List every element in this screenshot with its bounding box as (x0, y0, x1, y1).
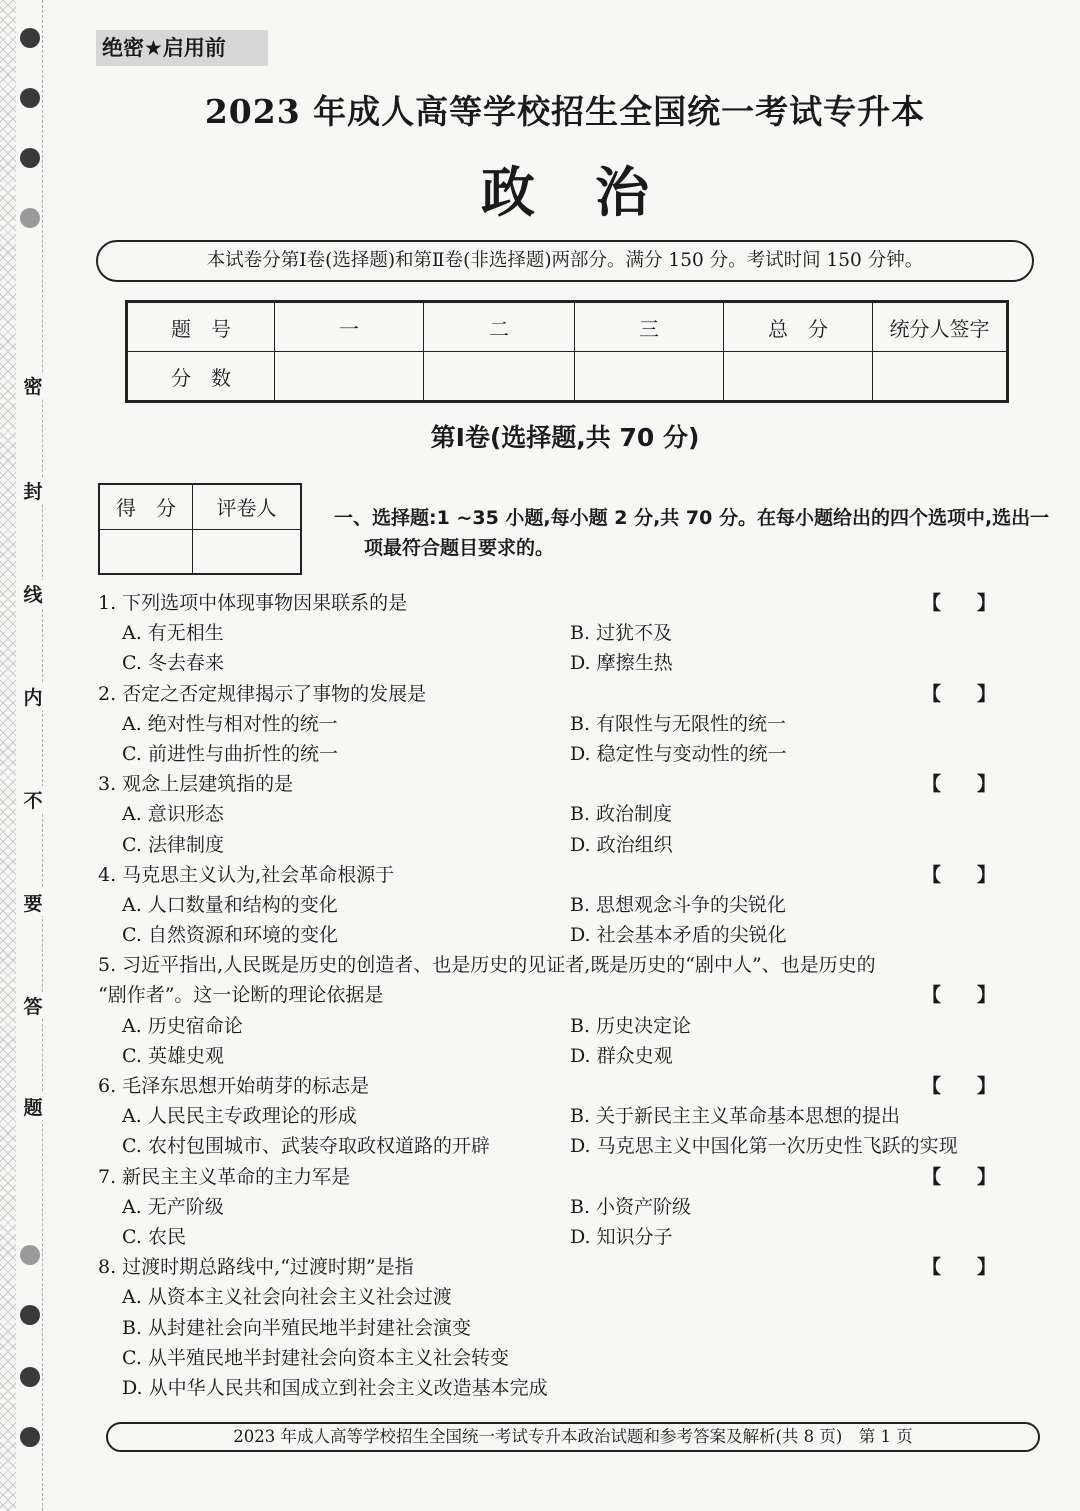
question-item (96, 950, 1046, 1071)
question-item (96, 588, 1046, 679)
option-a: A. 无产阶级 (122, 1195, 224, 1218)
question-stem: 5. 习近平指出,人民既是历史的创造者、也是历史的见证者,既是历史的“剧中人”、也是历史的 (98, 954, 876, 977)
exam-note: 本试卷分第Ⅰ卷(选择题)和第Ⅱ卷(非选择题)两部分。满分 150 分。考试时间 150 分钟。 (96, 240, 1034, 282)
option-a: A. 历史宿命论 (122, 1014, 243, 1037)
punch-hole (20, 1367, 40, 1387)
score-header: 一 (275, 302, 424, 352)
score-cell[interactable] (575, 352, 724, 402)
answer-bracket[interactable]: 【】 (921, 1075, 1032, 1097)
score-header: 题 号 (127, 302, 275, 352)
answer-bracket[interactable]: 【】 (921, 984, 1032, 1007)
option-a: A. 有无相生 (122, 622, 224, 645)
seal-char: 线 (20, 580, 46, 607)
option-d: D. 政治组织 (570, 833, 673, 856)
option-a: A. 从资本主义社会向社会主义社会过渡 (122, 1286, 452, 1309)
question-stem: 3. 观念上层建筑指的是 (98, 773, 294, 796)
seal-char: 要 (20, 889, 46, 916)
option-d: D. 群众史观 (570, 1044, 673, 1067)
option-b: B. 思想观念斗争的尖锐化 (570, 893, 787, 916)
punch-hole (20, 208, 40, 228)
option-d: D. 摩擦生热 (570, 652, 673, 675)
seal-char: 答 (20, 992, 46, 1019)
option-b: B. 从封建社会向半殖民地半封建社会演变 (122, 1316, 472, 1339)
answer-bracket[interactable]: 【】 (921, 1256, 1032, 1279)
subject-title: 政治 (481, 160, 709, 224)
option-b: B. 小资产阶级 (570, 1195, 692, 1218)
exam-title: 2023 年成人高等学校招生全国统一考试专升本 (204, 92, 926, 131)
punch-hole (20, 28, 40, 48)
option-c: C. 冬去春来 (122, 652, 224, 675)
grader-table (98, 483, 302, 575)
question-item (96, 1162, 1046, 1253)
question-item (96, 1252, 1046, 1403)
seal-line (42, 0, 43, 1511)
question-stem: 1. 下列选项中体现事物因果联系的是 (98, 592, 408, 614)
option-b: B. 有限性与无限性的统一 (570, 712, 787, 735)
option-d: D. 社会基本矛盾的尖锐化 (570, 924, 787, 947)
answer-bracket[interactable]: 【】 (921, 592, 1032, 614)
score-cell[interactable] (275, 352, 424, 402)
question-stem: 6. 毛泽东思想开始萌芽的标志是 (98, 1075, 370, 1097)
option-b: B. 历史决定论 (570, 1014, 692, 1037)
page-footer: 2023 年成人高等学校招生全国统一考试专升本政治试题和参考答案及解析(共 8 页) 第 1 页 (106, 1422, 1040, 1452)
score-cell[interactable] (873, 352, 1008, 402)
punch-hole (20, 88, 40, 108)
option-b: B. 关于新民主主义革命基本思想的提出 (570, 1105, 901, 1128)
option-a: A. 绝对性与相对性的统一 (122, 712, 338, 735)
seal-char: 密 (20, 372, 46, 399)
seal-char: 不 (20, 786, 46, 813)
option-d: D. 从中华人民共和国成立到社会主义改造基本完成 (122, 1376, 548, 1399)
secret-label: 绝密★启用前 (96, 30, 268, 66)
option-c: C. 从半殖民地半封建社会向资本主义社会转变 (122, 1346, 509, 1369)
seal-char: 内 (20, 683, 46, 710)
binding-strip (0, 0, 16, 1511)
seal-char: 封 (20, 477, 46, 504)
option-c: C. 农村包围城市、武装夺取政权道路的开辟 (122, 1135, 490, 1158)
answer-bracket[interactable]: 【】 (921, 773, 1032, 796)
question-list (96, 588, 1046, 1403)
option-a: A. 人民民主专政理论的形成 (122, 1105, 357, 1128)
option-a: A. 人口数量和结构的变化 (122, 893, 338, 916)
grader-cell[interactable] (99, 529, 193, 574)
score-table (125, 300, 1009, 403)
punch-hole (20, 1245, 40, 1265)
score-header: 二 (424, 302, 575, 352)
question-item (96, 860, 1046, 951)
option-c: C. 农民 (122, 1225, 186, 1248)
section-instruction: 一、选择题:1 ~35 小题,每小题 2 分,共 70 分。在每小题给出的四个选项中,选出一项最符合题目要求的。 (334, 507, 1050, 559)
answer-bracket[interactable]: 【】 (921, 682, 1032, 705)
grader-cell[interactable] (193, 529, 302, 574)
option-d: D. 马克思主义中国化第一次历史性飞跃的实现 (570, 1135, 958, 1158)
score-header: 总 分 (724, 302, 873, 352)
option-d: D. 稳定性与变动性的统一 (570, 742, 787, 765)
question-stem: 4. 马克思主义认为,社会革命根源于 (98, 863, 395, 886)
grader-header: 得 分 (99, 484, 193, 529)
option-c: C. 法律制度 (122, 833, 224, 856)
seal-char: 题 (20, 1093, 46, 1120)
punch-hole (20, 1305, 40, 1325)
answer-bracket[interactable]: 【】 (921, 863, 1032, 886)
punch-hole (20, 1427, 40, 1447)
score-cell[interactable] (424, 352, 575, 402)
score-header: 统分人签字 (873, 302, 1008, 352)
question-item (96, 679, 1046, 770)
option-c: C. 前进性与曲折性的统一 (122, 742, 338, 765)
part-title: 第Ⅰ卷(选择题,共 70 分) (430, 423, 700, 452)
score-cell[interactable] (724, 352, 873, 402)
option-d: D. 知识分子 (570, 1225, 673, 1248)
question-stem-cont: “剧作者”。这一论断的理论依据是 (98, 984, 384, 1007)
question-stem: 8. 过渡时期总路线中,“过渡时期”是指 (98, 1256, 414, 1279)
question-stem: 2. 否定之否定规律揭示了事物的发展是 (98, 682, 427, 705)
punch-hole (20, 148, 40, 168)
option-b: B. 政治制度 (570, 803, 673, 826)
question-item (96, 769, 1046, 860)
question-stem: 7. 新民主主义革命的主力军是 (98, 1165, 351, 1188)
option-a: A. 意识形态 (122, 803, 224, 826)
score-row-label: 分 数 (127, 352, 275, 402)
option-c: C. 英雄史观 (122, 1044, 224, 1067)
option-c: C. 自然资源和环境的变化 (122, 924, 338, 947)
grader-header: 评卷人 (193, 484, 302, 529)
answer-bracket[interactable]: 【】 (921, 1165, 1032, 1188)
score-header: 三 (575, 302, 724, 352)
question-item (96, 1071, 1046, 1162)
option-b: B. 过犹不及 (570, 622, 673, 645)
